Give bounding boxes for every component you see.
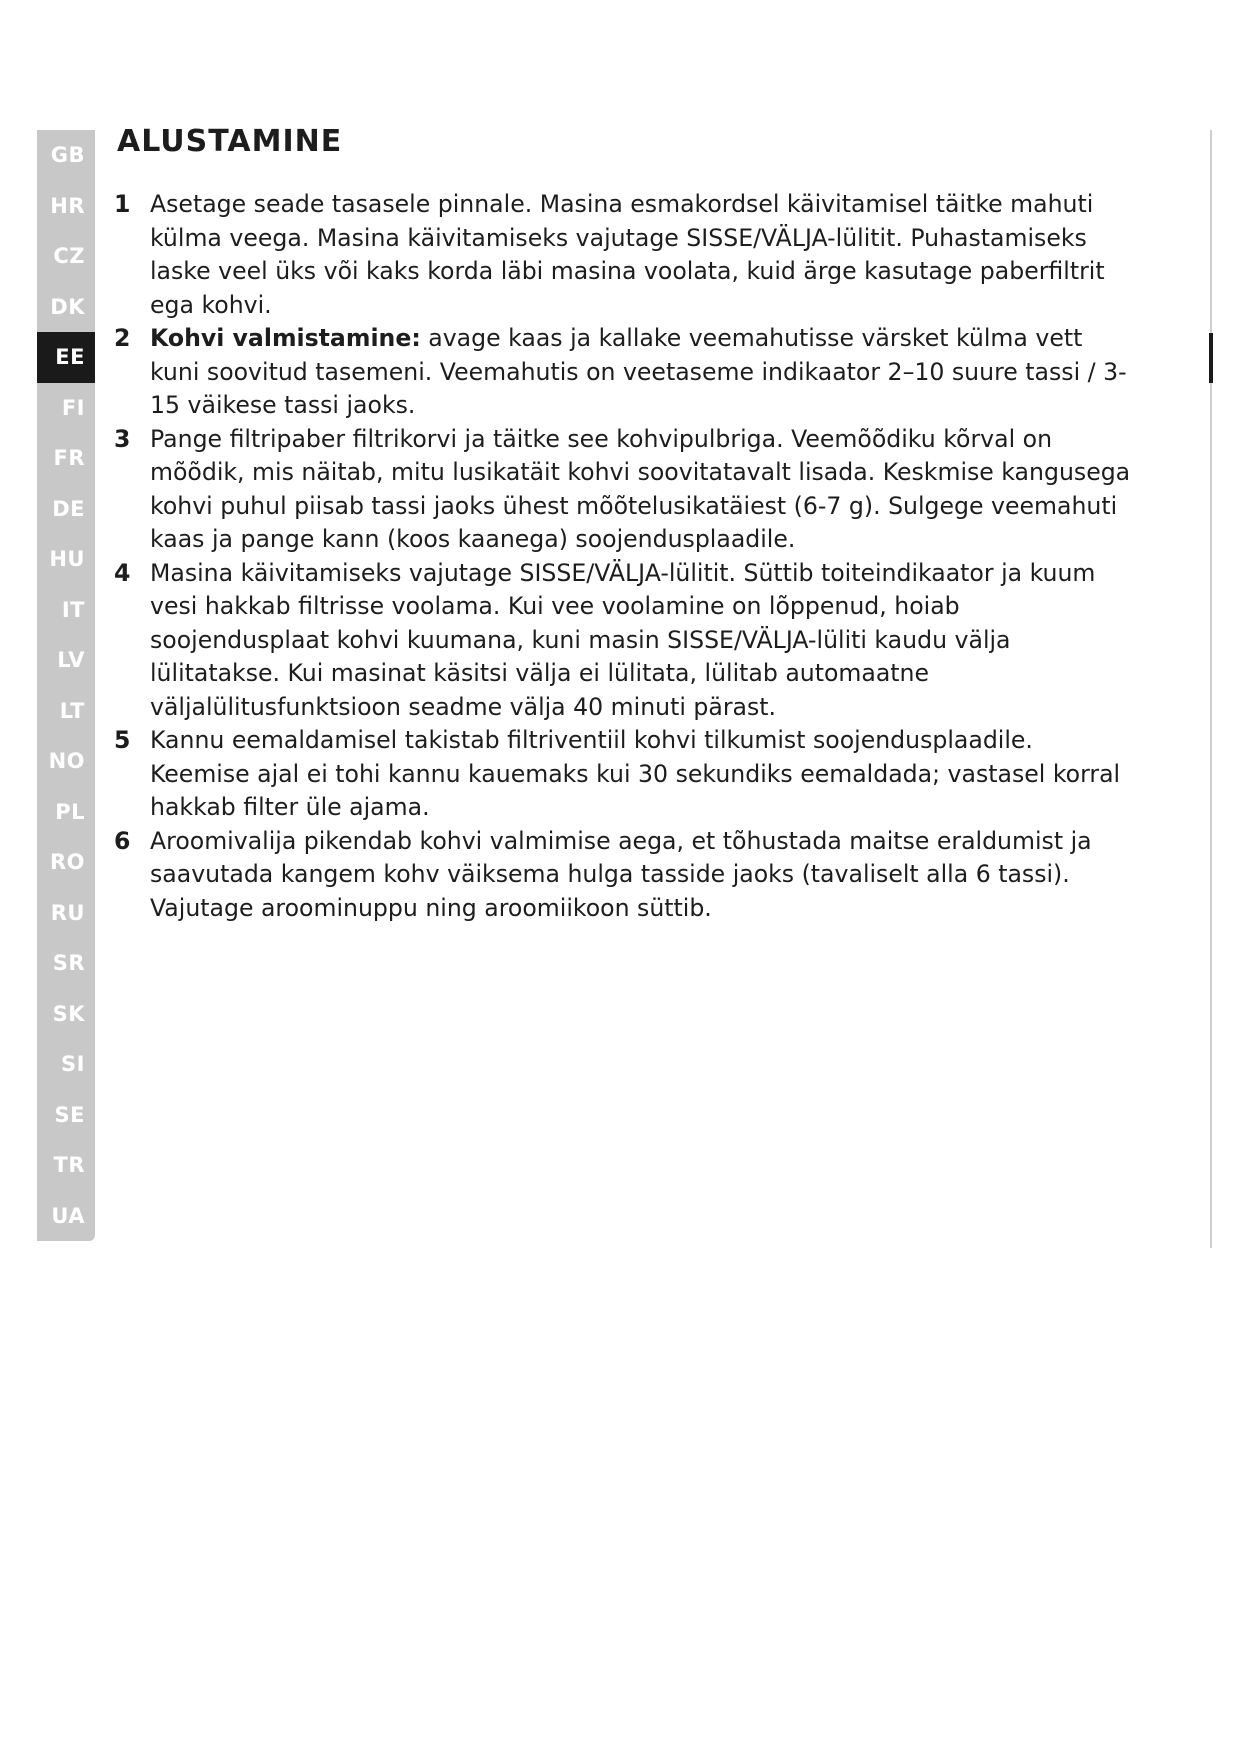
step-number: 3 [114, 424, 131, 453]
step-item [114, 825, 1134, 926]
step-text: avage kaas ja kallake veemahutisse värsket külma vett kuni soovitud tasemeni. Veemahutis on veetaseme indikaator 2–10 suure tassi / 3-15 väikese tassi jaoks. [150, 324, 1127, 419]
instruction-steps [114, 188, 1134, 925]
step-number: 1 [114, 190, 131, 218]
language-tab-gb[interactable]: GB [50, 143, 85, 167]
language-tab-se[interactable]: SE [54, 1102, 85, 1127]
language-tab-lt[interactable]: LT [59, 698, 85, 723]
step-number: 5 [114, 726, 131, 754]
section-title: ALUSTAMINE [117, 124, 343, 159]
language-tab-hr[interactable]: HR [50, 193, 85, 218]
language-tab-de[interactable]: DE [52, 496, 85, 521]
language-tab-sk[interactable]: SK [52, 1001, 85, 1026]
step-lead: Kohvi valmistamine: [150, 324, 421, 352]
step-item [114, 423, 1134, 557]
step-text: Kannu eemaldamisel takistab filtriventiil kohvi tilkumist soojendusplaadile. Keemise ajal ei tohi kannu kauemaks kui 30 sekundiks eemaldada; vastasel korral hakkab filter üle ajama. [150, 726, 1121, 821]
active-section-marker [1209, 333, 1213, 383]
language-tab-hu[interactable]: HU [49, 547, 85, 571]
language-tab-lv[interactable]: LV [57, 648, 85, 672]
language-tab-si[interactable]: SI [61, 1052, 85, 1076]
language-tab-pl[interactable]: PL [55, 799, 85, 824]
step-number: 2 [114, 324, 131, 352]
language-tab-ee[interactable]: EE [37, 332, 95, 383]
language-tab-ru[interactable]: RU [50, 900, 85, 925]
language-tab-it[interactable]: IT [61, 597, 85, 622]
step-item [114, 188, 1134, 322]
step-number: 4 [114, 558, 131, 587]
step-item [114, 322, 1134, 423]
language-tab-ua[interactable]: UA [51, 1203, 85, 1228]
step-number: 6 [114, 826, 131, 855]
language-tabs [37, 130, 95, 1241]
step-text: Masina käivitamiseks vajutage SISSE/VÄLJA-lülitit. Süttib toiteindikaator ja kuum vesi hakkab filtrisse voolama. Kui vee voolamine on lõppenud, hoiab soojendusplaat kohvi kuumana, kuni masin SISSE/VÄLJA-lüliti kaudu välja lülitatakse. Kui masinat käsitsi välja ei lülitata, lülitab automaatne väljalülitusfunktsioon seadme välja 40 minuti pärast. [150, 558, 1096, 721]
step-text: Aroomivalija pikendab kohvi valmimise aega, et tõhustada maitse eraldumist ja saavutada kangem kohv väiksema hulga tasside jaoks (tavaliselt alla 6 tassi). Vajutage aroominuppu ning aroomiikoon süttib. [150, 826, 1092, 922]
language-tab-no[interactable]: NO [48, 749, 85, 773]
language-tab-tr[interactable]: TR [53, 1153, 85, 1177]
step-text: Asetage seade tasasele pinnale. Masina esmakordsel käivitamisel täitke mahuti külma veega. Masina käivitamiseks vajutage SISSE/VÄLJA-lülitit. Puhastamiseks laske veel üks või kaks korda läbi masina voolata, kuid ärge kasutage paberfiltrit ega kohvi. [150, 190, 1105, 319]
language-tab-fr[interactable]: FR [53, 446, 85, 470]
step-item [114, 557, 1134, 725]
language-tab-sr[interactable]: SR [52, 951, 85, 975]
step-text: Pange filtripaber filtrikorvi ja täitke see kohvipulbriga. Veemõõdiku kõrval on mõõdik, mis näitab, mitu lusikatäit kohvi soovitatavalt lisada. Keskmise kangusega kohvi puhul piisab tassi jaoks ühest mõõtelusikatäiest (6-7 g). Sulgege veemahuti kaas ja pange kann (koos kaanega) soojendusplaadile. [150, 424, 1131, 553]
step-item [114, 724, 1134, 825]
language-tab-dk[interactable]: DK [50, 294, 85, 319]
page-edge-rule [1210, 130, 1212, 1248]
language-tab-ro[interactable]: RO [49, 850, 85, 874]
language-tab-cz[interactable]: CZ [53, 244, 85, 268]
language-tab-fi[interactable]: FI [61, 395, 85, 420]
